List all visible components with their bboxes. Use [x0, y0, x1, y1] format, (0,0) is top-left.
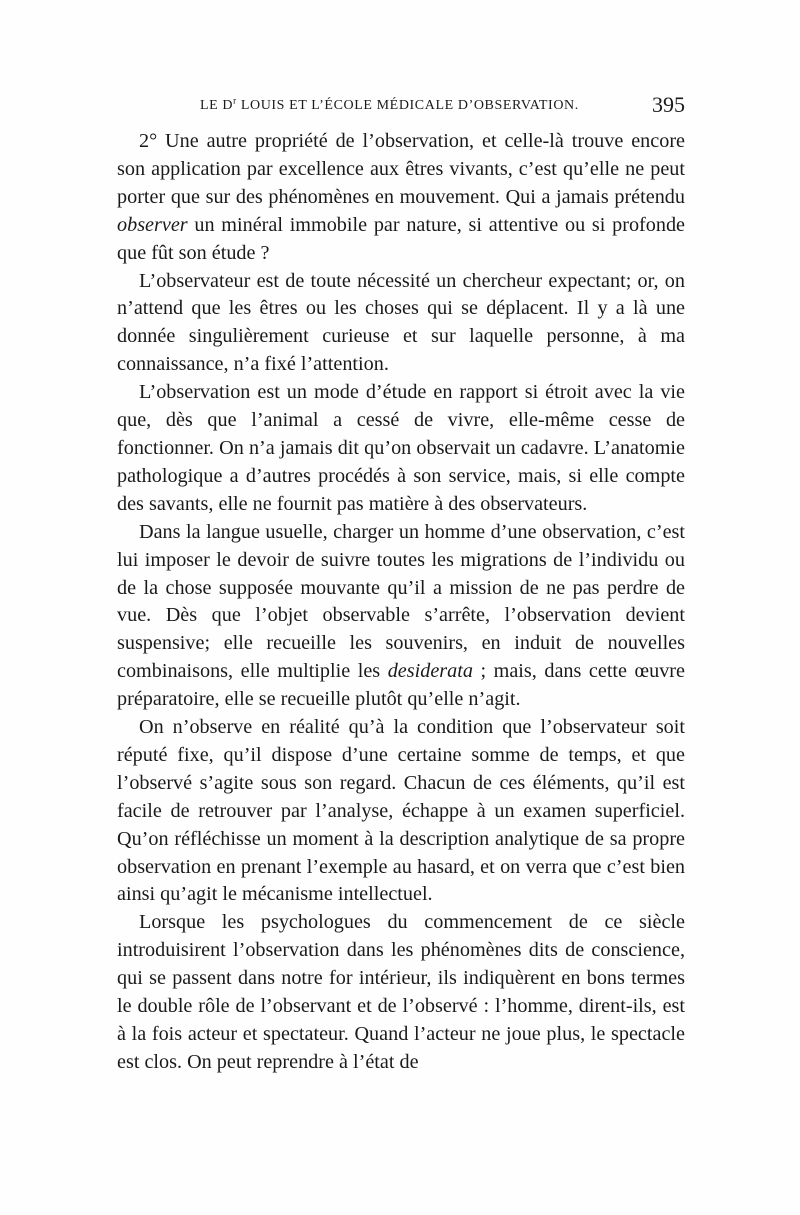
- paragraph-text: Lorsque les psychologues du commencement de ce siècle introduisirent l’observation dans les phénomènes dits de conscience, qui se passent dans notre for intérieur, ils indiquèrent en bons termes le double rôle de l’observant et de l’observé : l’homme, dirent-ils, est à la fois acteur et spectateur. Quand l’acteur ne joue plus, le spectacle est clos. On peut reprendre à l’état de: [117, 911, 685, 1073]
- paragraph-text: L’observation est un mode d’étude en rapport si étroit avec la vie que, dès que l’animal a cessé de vivre, elle-même cesse de fonctionner. On n’a jamais dit qu’on observait un cadavre. L’anatomie pathologique a d’autres procédés à son service, mais, si elle compte des savants, elle ne fournit pas matière à des observateurs.: [117, 381, 685, 515]
- paragraph-text: 2° Une autre propriété de l’observation, et celle-là trouve encore son application par excellence aux êtres vivants, c’est qu’elle ne peut porter que sur des phénomènes en mouvement. Qui a jamais prétendu: [117, 130, 685, 208]
- paragraph-2: [117, 268, 685, 380]
- running-title-superscript: r: [233, 95, 237, 106]
- paragraph-text: Dans la langue usuelle, charger un homme d’une observation, c’est lui imposer le devoir de suivre toutes les migrations de l’individu ou de la chose supposée mouvante qu’il a mission de ne pas perdre de vue. Dès que l’objet observable s’arrête, l’observation devient suspensive; elle recueille les souvenirs, en induit de nouvelles combinaisons, elle multiplie les: [117, 520, 685, 683]
- paragraph-text: un minéral immobile par nature, si attentive ou si profonde que fût son étude ?: [117, 213, 685, 264]
- paragraph-text: L’observateur est de toute nécessité un chercheur expectant; or, on n’attend que les êtres ou les choses qui se déplacent. Il y a là une donnée singulièrement curieuse et sur laquelle personne, à ma connaissance, n’a fixé l’attention.: [117, 269, 685, 376]
- italic-term: observer: [117, 213, 188, 236]
- page-header: [117, 92, 685, 120]
- paragraph-text: ; mais, dans cette œuvre préparatoire, elle se recueille plutôt qu’elle n’agit.: [117, 660, 685, 711]
- paragraph-6: [117, 909, 685, 1076]
- paragraph-text: On n’observe en réalité qu’à la condition que l’observateur soit réputé fixe, qu’il dispose d’une certaine somme de temps, et que l’observé s’agite sous son regard. Chacun de ces éléments, qu’il est facile de retrouver par l’analyse, échappe à un examen superficiel. Qu’on réfléchisse un moment à la description analytique de sa propre observation en prenant l’exemple au hasard, et on verra que c’est bien ainsi qu’agit le mécanisme intellectuel.: [117, 716, 685, 906]
- running-title: [200, 95, 579, 114]
- paragraph-5: [117, 714, 685, 909]
- running-title-part: LE D: [200, 98, 234, 113]
- body-text: [117, 128, 685, 1077]
- running-title-part: LOUIS ET L’ÉCOLE MÉDICALE D’OBSERVATION.: [236, 98, 579, 113]
- page-number: 395: [652, 92, 685, 117]
- paragraph-1: [117, 128, 685, 268]
- paragraph-4: [117, 519, 685, 714]
- paragraph-3: [117, 379, 685, 519]
- italic-term: desiderata: [387, 660, 473, 683]
